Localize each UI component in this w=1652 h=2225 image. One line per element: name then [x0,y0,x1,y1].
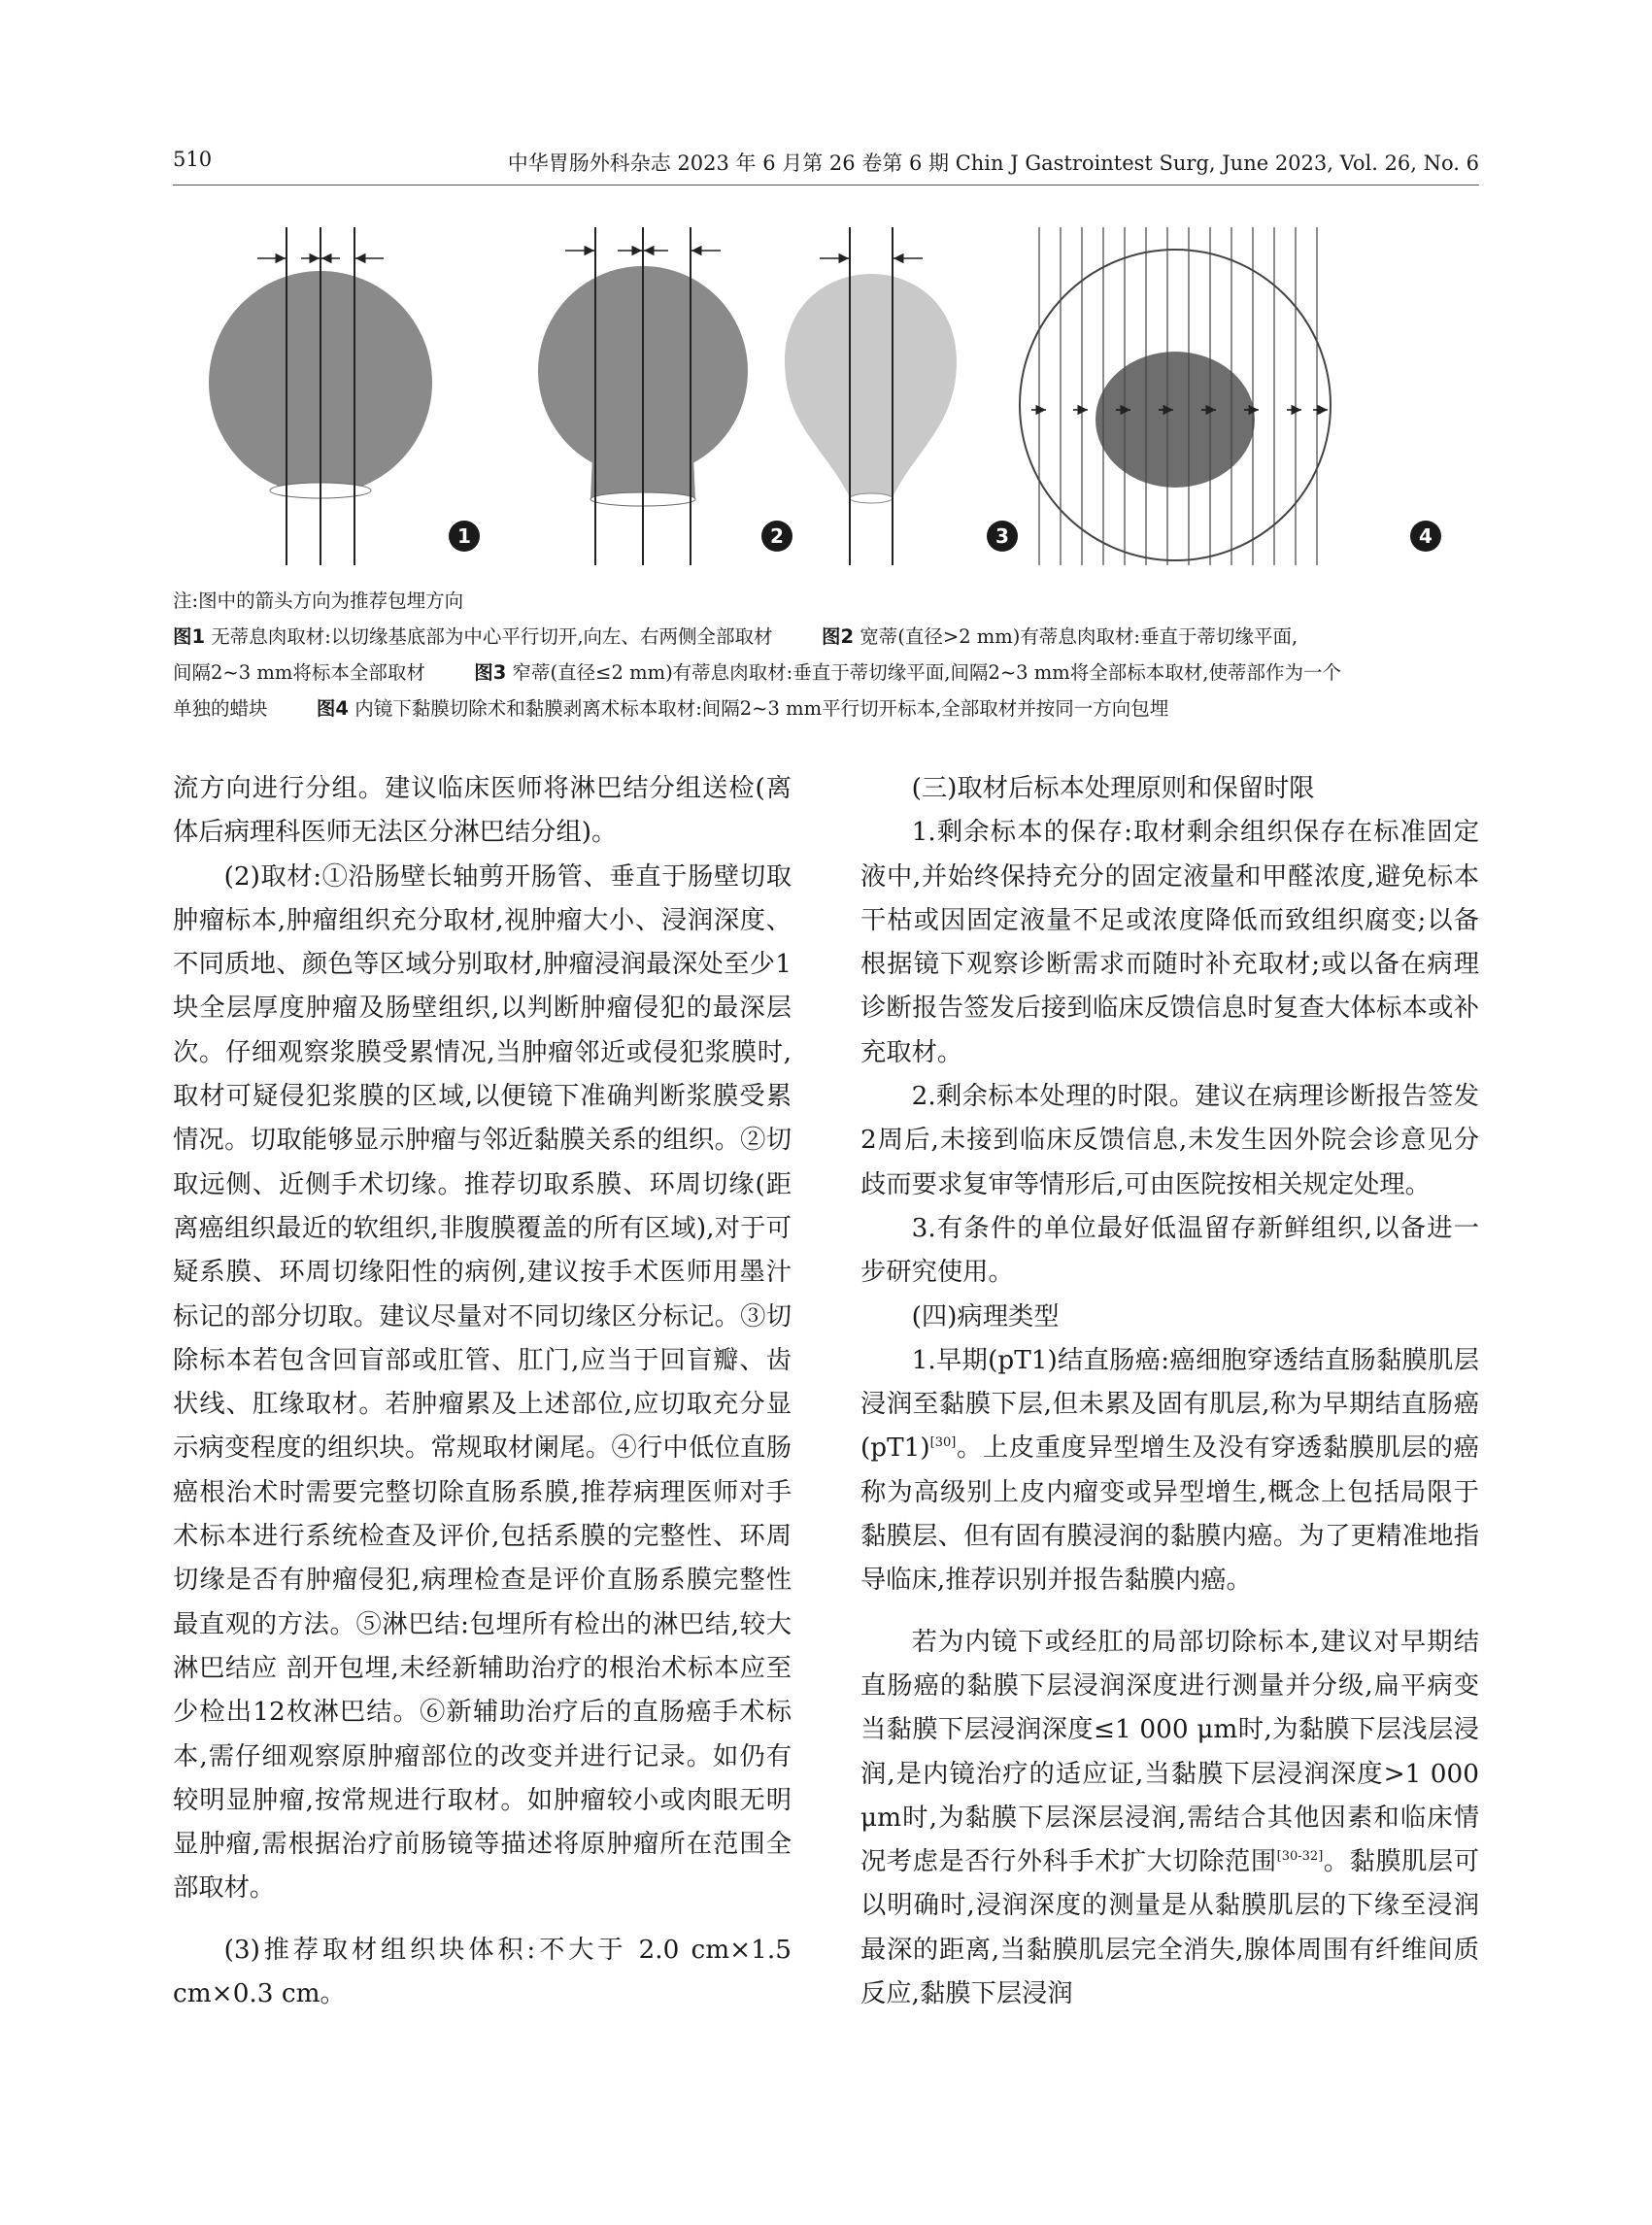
figure-4-endoscopic-resection-specimen [1020,227,1441,565]
caption-line-1 [173,619,1479,655]
figure-note-text: 注:图中的箭头方向为推荐包埋方向 [173,590,464,612]
svg-text:2: 2 [770,524,784,548]
page-number: 510 [173,148,213,171]
caption-line-2 [173,655,1479,691]
svg-text:1: 1 [457,524,471,548]
section-heading-3: (三)取材后标本处理原则和保留时限 [911,774,1315,803]
right-paragraph-4b: 。上皮重度异型增生及没有穿透黏膜肌层的癌称为高级别上皮内瘤变或异型增生,概念上包括局限于黏膜层、但有固有膜浸润的黏膜内癌。为了更精准地指导临床,推荐识别并报告黏膜内癌。 [860,1433,1479,1596]
fig2-text: 宽蒂(直径>2 mm)有蒂息肉取材:垂直于蒂切缘平面, [860,625,1298,648]
right-paragraph-5 [860,1621,1479,2017]
figure-2-wide-stalk-polyp [538,227,792,565]
fig4-text: 内镜下黏膜切除术和黏膜剥离术标本取材:间隔2~3 mm平行切开标本,全部取材并按同一方向包埋 [354,697,1169,720]
figure-4-number-badge [1410,521,1441,552]
figure-captions [173,619,1479,726]
section-heading-4: (四)病理类型 [911,1301,1060,1332]
fig3-text-cont: 单独的蜡块 [173,697,268,720]
figure-note [173,583,1479,619]
caption-line-3 [173,691,1479,726]
svg-text:4: 4 [1419,524,1433,548]
right-paragraph-1: 1.剩余标本的保存:取材剩余组织保存在标准固定液中,并始终保持充分的固定液量和甲醛浓度,避免标本干枯或因固定液量不足或浓度降低而致组织腐变;以备根据镜下观察诊断需求而随时补充取材;或以备在病理诊断报告签发后接到临床反馈信息时复查大体标本或补充取材。 [860,818,1479,1067]
fig2-text-cont: 间隔2~3 mm将标本全部取材 [173,661,425,684]
right-paragraph-4a: 1.早期(pT1)结直肠癌:癌细胞穿透结直肠黏膜肌层浸润至黏膜下层,但未累及固有肌层,称为早期结直肠癌(pT1) [860,1345,1479,1464]
left-paragraph-2: (2)取材:①沿肠壁长轴剪开肠管、垂直于肠壁切取肿瘤标本,肿瘤组织充分取材,视肿瘤大小、浸润深度、不同质地、颜色等区域分别取材,肿瘤浸润最深处至少1块全层厚度肿瘤及肠壁组织,以判断肿瘤侵犯的最深层次。仔细观察浆膜受累情况,当肿瘤邻近或侵犯浆膜时,取材可疑侵犯浆膜的区域,以便镜下准确判断浆膜受累情况。切取能够显示肿瘤与邻近黏膜关系的组织。②切取远侧、近侧手术切缘。推荐切取系膜、环周切缘(距离癌组织最近的软组织,非腹膜覆盖的所有区域),对于可疑系膜、环周切缘阳性的病例,建议按手术医师用墨汁标记的部分切取。建议尽量对不同切缘区分标记。③切除标本若包含回盲部或肛管、肛门,应当于回盲瓣、齿状线、肛缘取材。若肿瘤累及上述部位,应切取充分显示病变程度的组织块。常规取材阑尾。④行中低位直肠癌根治术时需要完整切除直肠系膜,推荐病理医师对手术标本进行系统检查及评价,包括系膜的完整性、环周切缘是否有肿瘤侵犯,病理检查是评价直肠系膜完整性最直观的方法。⑤淋巴结:包埋所有检出的淋巴结,较大淋巴结应 剖开包埋,未经新辅助治疗的根治术标本应至少检出12枚淋巴结。⑥新辅助治疗后的直肠癌手术标本,需仔细观察原肿瘤部位的改变并进行记录。如仍有较明显肿瘤,按常规进行取材。如肿瘤较小或肉眼无明显肿瘤,需根据治疗前肠镜等描述将原肿瘤所在范围全部取材。 [173,861,792,1904]
figure-3-narrow-stalk-polyp [785,227,1018,565]
citation-30: [30] [929,1435,957,1451]
figure-2-number-badge [761,521,792,552]
fig4-label: 图4 [316,697,349,720]
figure-3-number-badge [987,521,1018,552]
figure-1-number-badge [449,521,480,552]
fig1-label: 图1 [173,625,206,648]
running-header [173,146,1479,185]
fig3-label: 图3 [474,661,507,684]
right-paragraph-5a: 若为内镜下或经肛的局部切除标本,建议对早期结直肠癌的黏膜下层浸润深度进行测量并分级,扁平病变当黏膜下层浸润深度≤1 000 μm时,为黏膜下层浅层浸润,是内镜治疗的适应证,当黏膜下层浸润深度>1 000 μm时,为黏膜下层深层浸润,需结合其他因素和临床情况考虑是否行外科手术扩大切除范围 [860,1627,1479,1877]
left-column [173,767,792,2016]
fig3-text: 窄蒂(直径≤2 mm)有蒂息肉取材:垂直于蒂切缘平面,间隔2~3 mm将全部标本取材,使蒂部作为一个 [512,661,1341,684]
figure-1-sessile-polyp [209,227,480,565]
journal-citation: 中华胃肠外科杂志 2023 年 6 月第 26 卷第 6 期 Chin J Gastrointest Surg, June 2023, Vol. 26, No. 6 [507,152,1479,175]
right-paragraph-4 [860,1339,1479,1603]
right-paragraph-2: 2.剩余标本处理的时限。建议在病理诊断报告签发2周后,未接到临床反馈信息,未发生因外院会诊意见分歧而要求复审等情形后,可由医院按相关规定处理。 [860,1082,1479,1199]
svg-text:3: 3 [995,524,1009,548]
left-paragraph-1: 流方向进行分组。建议临床医师将淋巴结分组送检(离体后病理科医师无法区分淋巴结分组)。 [173,774,792,848]
fig2-label: 图2 [821,625,855,648]
left-paragraph-3: (3)推荐取材组织块体积:不大于 2.0 cm×1.5 cm×0.3 cm。 [173,1935,792,2009]
fig1-text: 无蒂息肉取材:以切缘基底部为中心平行切开,向左、右两侧全部取材 [211,625,773,648]
right-column [860,767,1479,2016]
right-paragraph-3: 3.有条件的单位最好低温留存新鲜组织,以备进一步研究使用。 [860,1213,1479,1288]
figure-panels [204,216,1496,575]
citation-30-32: [30-32] [1276,1849,1324,1865]
right-paragraph-5b: 。黏膜肌层可以明确时,浸润深度的测量是从黏膜肌层的下缘至浸润最深的距离,当黏膜肌层完全消失,腺体周围有纤维间质反应,黏膜下层浸润 [860,1847,1480,2009]
